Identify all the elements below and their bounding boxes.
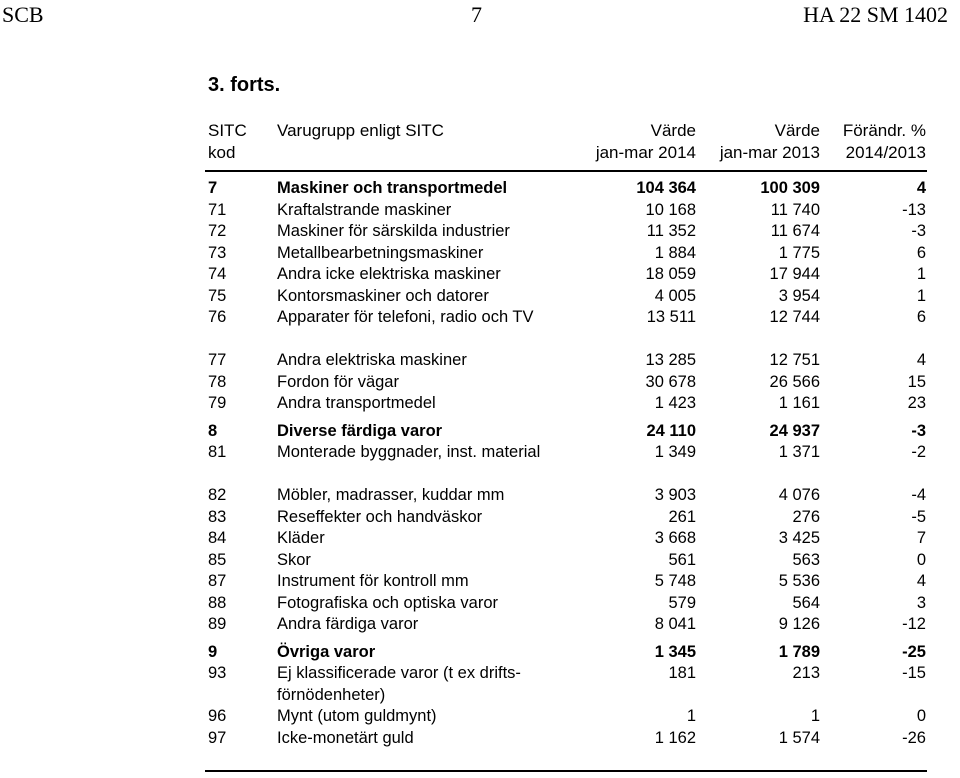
group-name: Kraftalstrande maskiner	[277, 200, 452, 219]
group-name: Mynt (utom guldmynt)	[277, 707, 437, 725]
value-2014: 8 041	[654, 615, 696, 633]
value-2014: 1 162	[654, 728, 696, 747]
value-2013: 276	[792, 507, 820, 526]
sitc-code: 8	[208, 421, 218, 440]
report-id: HA 22 SM 1402	[803, 2, 948, 27]
table-row	[208, 706, 926, 728]
value-2013: 12 744	[769, 308, 820, 326]
group-name: Icke-monetärt guld	[277, 728, 414, 747]
group-name: Instrument för kontroll mm	[277, 572, 469, 590]
value-2014: 3 903	[654, 486, 696, 504]
change-percent: 23	[907, 394, 926, 412]
value-2013: 3 954	[778, 286, 820, 305]
table-row	[208, 663, 926, 706]
value-2014: 1 884	[654, 243, 696, 262]
table-row	[208, 614, 926, 636]
table-row	[208, 286, 926, 308]
table-row	[208, 571, 926, 593]
sitc-code: 97	[208, 728, 227, 747]
table-row	[208, 350, 926, 372]
value-2014: 1 423	[654, 394, 696, 412]
trade-table	[208, 170, 926, 749]
value-2014: 24 110	[646, 421, 696, 440]
table-row	[208, 593, 926, 615]
group-name: Ej klassificerade varor (t ex drifts-förnödenheter)	[277, 664, 521, 704]
value-2014: 13 511	[646, 308, 696, 326]
sitc-code: 73	[208, 243, 227, 262]
group-name: Metallbearbetningsmaskiner	[277, 243, 484, 262]
value-2014: 3 668	[654, 529, 696, 547]
table-row	[208, 393, 926, 415]
change-percent: -25	[902, 642, 926, 661]
value-2014: 1 349	[654, 443, 696, 461]
sitc-code: 78	[208, 372, 227, 391]
value-2014: 4 005	[654, 286, 696, 305]
sitc-code: 74	[208, 265, 227, 283]
value-2013: 5 536	[778, 572, 820, 590]
table-row	[208, 307, 926, 350]
sitc-code: 79	[208, 394, 227, 412]
value-2014: 104 364	[636, 179, 696, 197]
group-name: Andra transportmedel	[277, 394, 436, 412]
group-name: Fordon för vägar	[277, 372, 399, 391]
value-2013: 1 161	[778, 394, 820, 412]
group-name: Monterade byggnader, inst. material	[277, 443, 541, 461]
section-title: 3. forts.	[208, 74, 281, 96]
value-2013: 1	[810, 707, 820, 725]
page-header	[0, 0, 960, 30]
change-percent: 1	[916, 286, 926, 305]
sitc-code: 82	[208, 486, 227, 504]
value-2013: 11 674	[770, 222, 820, 240]
change-percent: 3	[916, 593, 926, 612]
change-percent: -2	[911, 443, 926, 461]
value-2013: 26 566	[769, 372, 820, 391]
value-2013: 17 944	[769, 265, 820, 283]
header-publisher: SCB	[2, 2, 44, 27]
column-header-sitc: SITC kod	[208, 121, 247, 162]
change-percent: 4	[916, 572, 926, 590]
value-2013: 1 371	[778, 443, 820, 461]
table-row	[208, 442, 926, 485]
change-percent: 6	[916, 308, 926, 326]
change-percent: -3	[911, 222, 926, 240]
change-percent: 15	[907, 372, 926, 391]
column-header-value-2014: Värde jan-mar 2014	[595, 121, 696, 162]
column-header-group: Varugrupp enligt SITC	[277, 121, 444, 140]
column-header-change: Förändr. % 2014/2013	[842, 121, 926, 162]
value-2013: 564	[792, 593, 820, 612]
group-row	[208, 178, 926, 200]
value-2014: 10 168	[645, 200, 696, 219]
value-2014: 30 678	[645, 372, 696, 391]
change-percent: -5	[911, 507, 926, 526]
change-percent: -26	[902, 728, 926, 747]
table-row	[208, 221, 926, 243]
table-row	[208, 243, 926, 265]
value-2014: 261	[668, 507, 696, 526]
value-2013: 100 309	[760, 179, 820, 197]
sitc-code: 87	[208, 572, 227, 590]
value-2014: 18 059	[645, 265, 696, 283]
change-percent: -15	[902, 664, 926, 682]
group-name: Maskiner och transportmedel	[277, 179, 508, 197]
change-percent: 4	[916, 351, 926, 369]
sitc-code: 88	[208, 593, 227, 612]
value-2013: 563	[792, 550, 820, 569]
group-name: Fotografiska och optiska varor	[277, 593, 499, 612]
sitc-code: 7	[208, 179, 218, 197]
value-2014: 1	[686, 707, 696, 725]
value-2013: 1 574	[778, 728, 820, 747]
page-number: 7	[471, 2, 482, 27]
group-name: Övriga varor	[277, 642, 376, 661]
change-percent: 0	[916, 707, 926, 725]
table-row	[208, 550, 926, 572]
table-bottom-rule	[205, 770, 927, 772]
group-row	[208, 642, 926, 664]
value-2013: 1 789	[778, 642, 820, 661]
group-name: Kontorsmaskiner och datorer	[277, 286, 489, 305]
change-percent: 7	[916, 529, 926, 547]
value-2014: 579	[668, 593, 696, 612]
change-percent: -4	[911, 486, 926, 504]
sitc-code: 77	[208, 351, 227, 369]
group-name: Reseffekter och handväskor	[277, 507, 483, 526]
value-2014: 5 748	[654, 572, 696, 590]
table-row	[208, 264, 926, 286]
change-percent: 4	[916, 179, 926, 197]
value-2013: 9 126	[778, 615, 820, 633]
change-percent: -13	[902, 200, 926, 219]
change-percent: 0	[916, 550, 926, 569]
value-2013: 3 425	[778, 529, 820, 547]
value-2014: 11 352	[646, 222, 696, 240]
group-name: Diverse färdiga varor	[277, 421, 443, 440]
table-row	[208, 485, 926, 507]
value-2013: 24 937	[769, 421, 820, 440]
sitc-code: 84	[208, 529, 227, 547]
sitc-code: 85	[208, 550, 227, 569]
sitc-code: 83	[208, 507, 227, 526]
sitc-code: 9	[208, 642, 218, 661]
value-2013: 11 740	[770, 200, 820, 219]
sitc-code: 89	[208, 615, 227, 633]
group-name: Skor	[277, 550, 311, 569]
value-2013: 1 775	[778, 243, 820, 262]
column-header-value-2013: Värde jan-mar 2013	[719, 121, 820, 162]
sitc-code: 81	[208, 443, 227, 461]
value-2014: 561	[668, 550, 696, 569]
value-2014: 181	[668, 664, 696, 682]
group-name: Kläder	[277, 529, 325, 547]
table-row	[208, 728, 926, 750]
table-row	[208, 507, 926, 529]
group-name: Maskiner för särskilda industrier	[277, 222, 510, 240]
group-name: Andra elektriska maskiner	[277, 351, 467, 369]
sitc-code: 76	[208, 308, 227, 326]
table-row	[208, 528, 926, 550]
sitc-code: 93	[208, 664, 227, 682]
value-2013: 4 076	[778, 486, 820, 504]
group-name: Möbler, madrasser, kuddar mm	[277, 486, 505, 504]
value-2013: 213	[792, 664, 820, 682]
table-row	[208, 200, 926, 222]
sitc-code: 75	[208, 286, 227, 305]
value-2014: 1 345	[654, 642, 696, 661]
group-row	[208, 421, 926, 443]
group-name: Andra färdiga varor	[277, 615, 419, 633]
sitc-code: 71	[208, 200, 227, 219]
sitc-code: 72	[208, 222, 227, 240]
group-name: Andra icke elektriska maskiner	[277, 265, 501, 283]
value-2013: 12 751	[769, 351, 820, 369]
group-name: Apparater för telefoni, radio och TV	[277, 308, 534, 326]
change-percent: -12	[902, 615, 926, 633]
value-2014: 13 285	[645, 351, 696, 369]
sitc-code: 96	[208, 707, 227, 725]
change-percent: 6	[916, 243, 926, 262]
table-row	[208, 372, 926, 394]
change-percent: -3	[911, 421, 926, 440]
change-percent: 1	[916, 265, 926, 283]
